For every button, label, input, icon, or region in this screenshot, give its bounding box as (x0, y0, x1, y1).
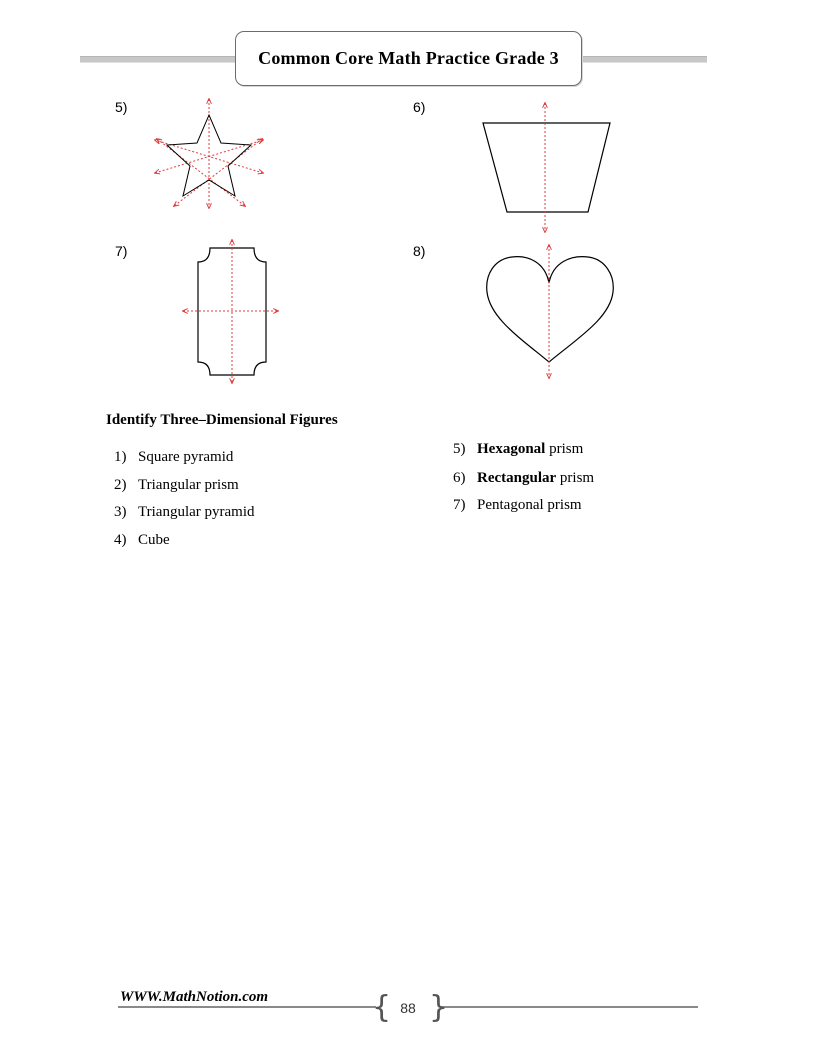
footer-url: WWW.MathNotion.com (120, 989, 269, 1005)
trapezoid-outline (483, 123, 610, 212)
answer-item (114, 477, 239, 494)
answer-number: 1) (114, 449, 127, 465)
header-rule-right (580, 56, 707, 63)
page-number: 88 (400, 1000, 416, 1016)
answer-item (453, 497, 582, 514)
answer-text: Triangular prism (138, 477, 239, 493)
page-title: Common Core Math Practice Grade 3 (235, 31, 582, 86)
answer-number: 6) (453, 470, 466, 486)
answer-item (453, 441, 583, 458)
answer-item (114, 532, 170, 549)
answer-item (114, 504, 255, 521)
answer-number: 2) (114, 477, 127, 493)
notched-rectangle-outline (198, 248, 266, 375)
question-number-7: 7) (115, 243, 128, 259)
answer-item (453, 470, 594, 487)
footer-rule-left (118, 1006, 376, 1008)
answer-number: 4) (114, 532, 127, 548)
answer-bold-text: Rectangular (477, 470, 557, 486)
left-brace-icon: { (372, 990, 392, 1025)
question-number-6: 6) (413, 99, 426, 115)
answer-number: 5) (453, 441, 466, 457)
answer-text: prism (545, 441, 584, 457)
question-number-5: 5) (115, 99, 128, 115)
answer-item (114, 449, 233, 466)
right-brace-icon: } (429, 990, 449, 1025)
answer-number: 7) (453, 497, 466, 513)
answer-text: Cube (138, 532, 170, 548)
answer-text: Square pyramid (138, 449, 234, 465)
star-outline (167, 115, 251, 196)
heart-outline (487, 257, 614, 362)
header-rule-left (80, 56, 236, 63)
star-symmetry-lines (155, 99, 263, 208)
answer-bold-text: Hexagonal (477, 441, 546, 457)
answer-text: Triangular pyramid (138, 504, 255, 520)
answer-text: prism (556, 470, 595, 486)
footer-rule-right (440, 1006, 698, 1008)
question-number-8: 8) (413, 243, 426, 259)
answer-text: Pentagonal prism (477, 497, 582, 513)
answer-number: 3) (114, 504, 127, 520)
section-title: Identify Three–Dimensional Figures (106, 412, 338, 428)
